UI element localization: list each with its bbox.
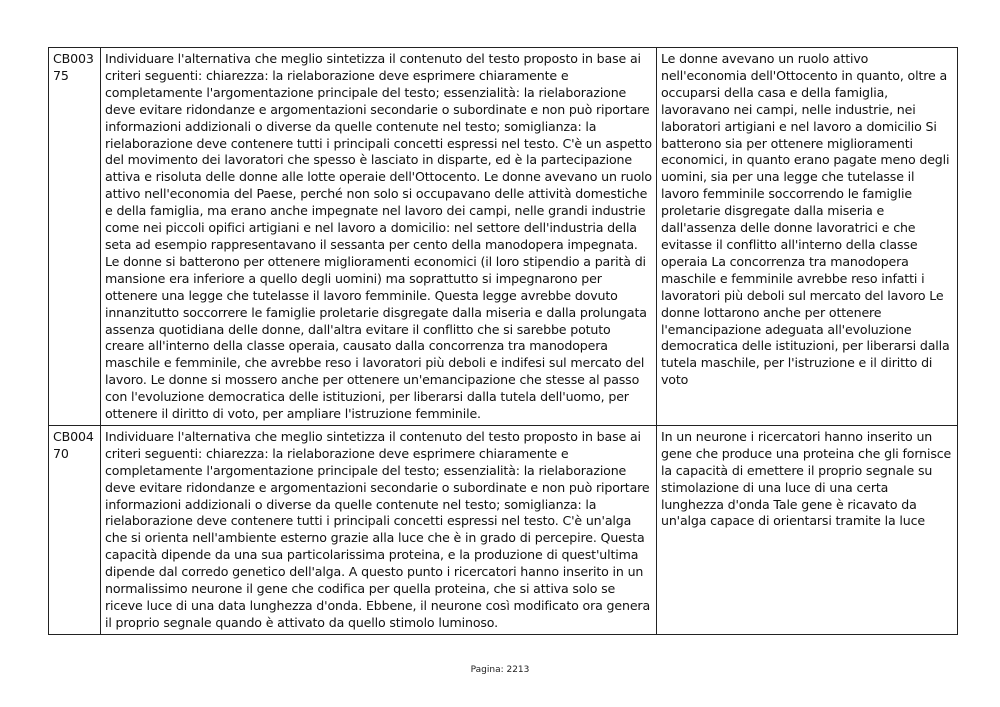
question-code: CB00375 bbox=[49, 48, 101, 426]
table-row bbox=[49, 425, 958, 634]
answer-text: In un neurone i ricercatori hanno inserito un gene che produce una proteina che gli fornisce la capacità di emettere il proprio segnale su stimolazione di una luce di una certa lunghezza d'onda Tale gene è ricavato da un'alga capace di orientarsi tramite la luce bbox=[657, 425, 958, 634]
question-text: Individuare l'alternativa che meglio sintetizza il contenuto del testo proposto in base ai criteri seguenti: chiarezza: la rielaborazione deve esprimere chiaramente e completamente l'argomentazione principale del testo; essenzialità: la rielaborazione deve evitare ridondanze e argomentazioni secondarie o subordinate e non può riportare informazioni addizionali o diverse da quelle contenute nel testo; somiglianza: la rielaborazione deve contenere tutti i principali concetti espressi nel testo. C'è un'alga che si orienta nell'ambiente esterno grazie alla luce che è in grado di percepire. Questa capacità dipende da una sua particolarissima proteina, e la produzione di quest'ultima dipende dal corredo genetico dell'alga. A questo punto i ricercatori hanno inserito in un normalissimo neurone il gene che codifica per quella proteina, che si attiva solo se riceve luce di una data lunghezza d'onda. Ebbene, il neurone così modificato ora genera il proprio segnale quando è attivato da quello stimolo luminoso. bbox=[101, 425, 657, 634]
question-text: Individuare l'alternativa che meglio sintetizza il contenuto del testo proposto in base ai criteri seguenti: chiarezza: la rielaborazione deve esprimere chiaramente e completamente l'argomentazione principale del testo; essenzialità: la rielaborazione deve evitare ridondanze e argomentazioni secondarie o subordinate e non può riportare informazioni addizionali o diverse da quelle contenute nel testo; somiglianza: la rielaborazione deve contenere tutti i principali concetti espressi nel testo. C'è un aspetto del movimento dei lavoratori che spesso è lasciato in disparte, ed è la partecipazione attiva e risoluta delle donne alle lotte operaie dell'Ottocento. Le donne avevano un ruolo attivo nell'economia del Paese, perché non solo si occupavano delle attività domestiche e della famiglia, ma erano anche impegnate nel lavoro dei campi, nelle grandi industrie come nei piccoli opifici artigiani e nel lavoro a domicilio: nel settore dell'industria della seta ad esempio rappresentavano il sessanta per cento della manodopera impegnata. Le donne si batterono per ottenere miglioramenti economici (il loro stipendio a parità di mansione era inferiore a quello degli uomini) ma soprattutto si impegnarono per ottenere una legge che tutelasse il lavoro femminile. Questa legge avrebbe dovuto innanzitutto soccorrere le famiglie proletarie disgregate dalla miseria e dalla prolungata assenza quotidiana delle donne, dall'altra evitare il conflitto che si sarebbe potuto creare all'interno della classe operaia, causato dalla concorrenza tra manodopera maschile e femminile, che avrebbe reso i lavoratori più deboli e indifesi sul mercato del lavoro. Le donne si mossero anche per ottenere un'emancipazione che stesse al passo con l'evoluzione democratica delle istituzioni, per liberarsi dalla tutela dell'uomo, per ottenere il diritto di voto, per ampliare l'istruzione femminile. bbox=[101, 48, 657, 426]
question-code: CB00470 bbox=[49, 425, 101, 634]
page-number: Pagina: 2213 bbox=[470, 665, 530, 675]
table-row bbox=[49, 48, 958, 426]
answer-text: Le donne avevano un ruolo attivo nell'economia dell'Ottocento in quanto, oltre a occuparsi della casa e della famiglia, lavoravano nei campi, nelle industrie, nei laboratori artigiani e nel lavoro a domicilio Si batterono sia per ottenere miglioramenti economici, in quanto erano pagate meno degli uomini, sia per una legge che tutelasse il lavoro femminile soccorrendo le famiglie proletarie disgregate dalla miseria e dall'assenza delle donne lavoratrici e che evitasse il conflitto all'interno della classe operaia La concorrenza tra manodopera maschile e femminile avrebbe reso infatti i lavoratori più deboli sul mercato del lavoro Le donne lottarono anche per ottenere l'emancipazione adeguata all'evoluzione democratica delle istituzioni, per liberarsi dalla tutela maschile, per l'istruzione e il diritto di voto bbox=[657, 48, 958, 426]
questions-table bbox=[48, 47, 958, 635]
